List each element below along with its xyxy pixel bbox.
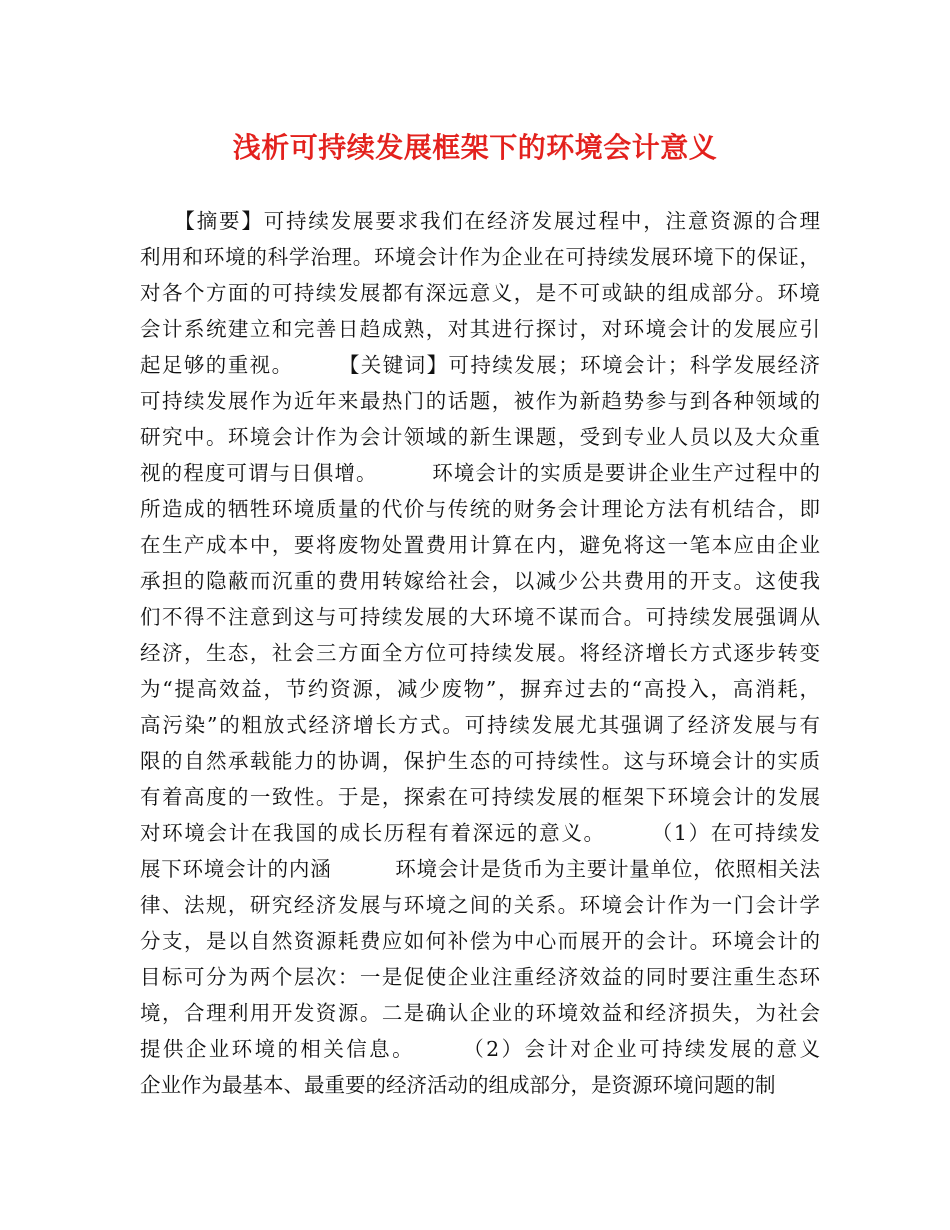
body-line: 目标可分为两个层次：一是促使企业注重经济效益的同时要注重生态环	[140, 965, 820, 989]
body-line: 在生产成本中，要将废物处置费用计算在内，避免将这一笔本应由企业	[140, 533, 820, 557]
body-line: 承担的隐蔽而沉重的费用转嫁给社会，以减少公共费用的开支。这使我	[140, 569, 820, 593]
body-line: 对各个方面的可持续发展都有深远意义，是不可或缺的组成部分。环境	[140, 281, 820, 305]
body-line: 视的程度可谓与日俱增。 环境会计的实质是要讲企业生产过程中的	[140, 461, 820, 485]
body-line: 分支，是以自然资源耗费应如何补偿为中心而展开的会计。环境会计的	[140, 929, 820, 953]
body-line: 展下环境会计的内涵 环境会计是货币为主要计量单位，依照相关法	[140, 857, 820, 881]
body-line: 境，合理利用开发资源。二是确认企业的环境效益和经济损失，为社会	[140, 1001, 820, 1025]
document-title: 浅析可持续发展框架下的环境会计意义	[232, 131, 718, 164]
body-line: 律、法规，研究经济发展与环境之间的关系。环境会计作为一门会计学	[140, 893, 820, 917]
body-line: 们不得不注意到这与可持续发展的大环境不谋而合。可持续发展强调从	[140, 605, 820, 629]
body-line: 会计系统建立和完善日趋成熟，对其进行探讨，对环境会计的发展应引	[140, 317, 820, 341]
body-line: 限的自然承载能力的协调，保护生态的可持续性。这与环境会计的实质	[140, 749, 820, 773]
body-line: 有着高度的一致性。于是，探索在可持续发展的框架下环境会计的发展	[140, 785, 820, 809]
body-line: 高污染”的粗放式经济增长方式。可持续发展尤其强调了经济发展与有	[140, 713, 820, 737]
body-line: 研究中。环境会计作为会计领域的新生课题，受到专业人员以及大众重	[140, 425, 820, 449]
body-line: 起足够的重视。 【关键词】可持续发展；环境会计；科学发展经济	[140, 353, 820, 377]
body-line: 提供企业环境的相关信息。 （2）会计对企业可持续发展的意义	[140, 1037, 820, 1061]
document-body	[140, 203, 820, 1103]
body-line: 为“提高效益，节约资源，减少废物”，摒弃过去的“高投入，高消耗，	[140, 677, 820, 701]
body-line: 对环境会计在我国的成长历程有着深远的意义。 （1）在可持续发	[140, 821, 820, 845]
body-line: 可持续发展作为近年来最热门的话题，被作为新趋势参与到各种领域的	[140, 389, 820, 413]
body-line: 利用和环境的科学治理。环境会计作为企业在可持续发展环境下的保证，	[140, 245, 820, 269]
body-line: 【摘要】可持续发展要求我们在经济发展过程中，注意资源的合理	[140, 209, 820, 233]
body-line: 所造成的牺牲环境质量的代价与传统的财务会计理论方法有机结合，即	[140, 497, 820, 521]
body-line: 经济，生态，社会三方面全方位可持续发展。将经济增长方式逐步转变	[140, 641, 820, 665]
body-line: 企业作为最基本、最重要的经济活动的组成部分，是资源环境问题的制	[140, 1073, 776, 1097]
